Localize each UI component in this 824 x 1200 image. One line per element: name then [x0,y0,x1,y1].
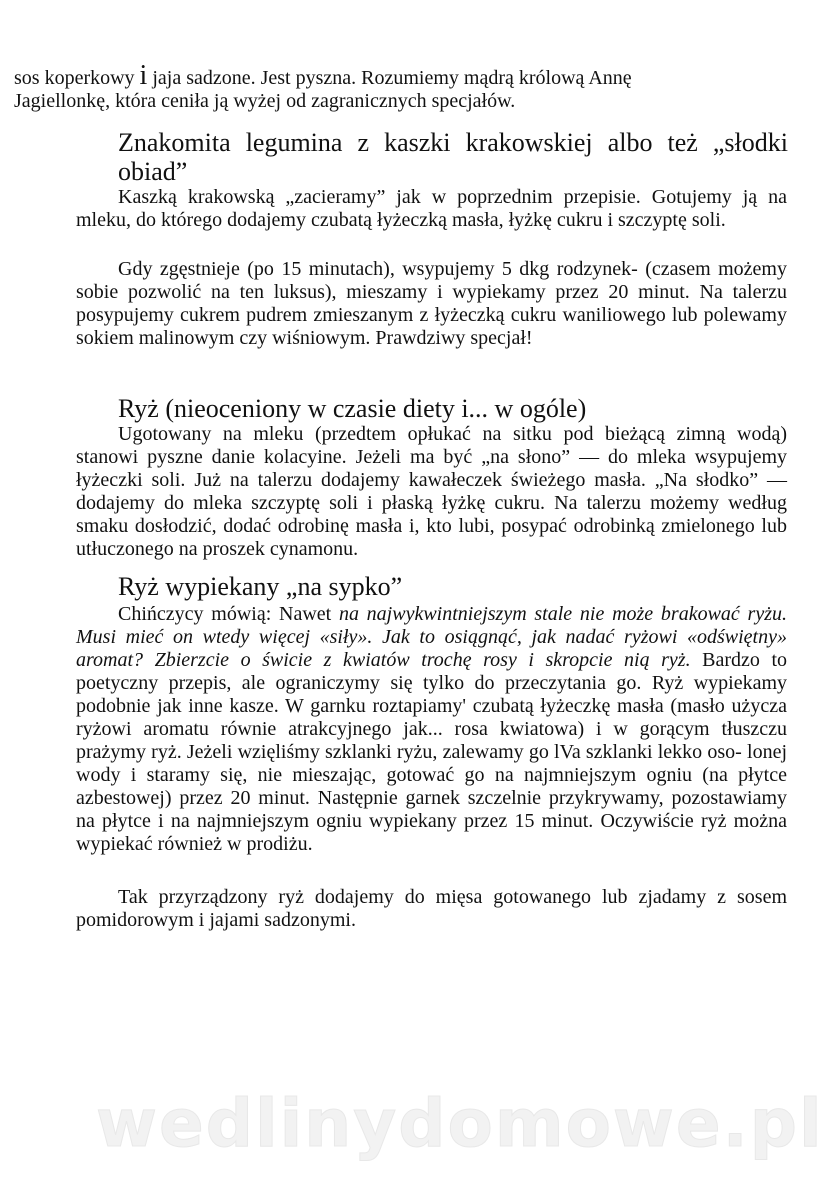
section-heading-ryz: Ryż (nieoceniony w czasie diety i... w ogóle) [118,394,587,423]
intro-text-b: i [139,60,148,91]
intro-text-a: sos koperkowy [14,67,140,89]
section-heading-ryz-wypiekany: Ryż wypiekany „na sypko” [118,572,403,601]
chinese-quote: na najwykwintniejszym stale nie może brakować ryżu. Musi mieć on wtedy więcej «siły». Jak to osiągnąć, jak nadać ryżowi «odświętny» aromat? Zbierzcie o świcie z kwiatów trochę rosy i skropcie nią ryż. [76,603,787,671]
paragraph-legumina-1: Kaszką krakowską „zacieramy” jak w poprzednim przepisie. Gotujemy ją na mleku, do którego dodajemy czubatą łyżeczką masła, łyżkę cukru i szczyptę soli. [76,186,787,231]
text-start: Chińczycy mówią: Nawet [118,603,339,625]
paragraph-ryz-1: Ugotowany na mleku (przedtem opłukać na sitku pod bieżącą zimną wodą) stanowi pyszne danie kolacyine. Jeżeli ma być „na słono” — do mleka wsypujemy łyżeczki soli. Już na talerzu dodajemy kawałeczek świeżego masła. „Na słodko” — dodajemy do mleka szczyptę soli i płaską łyżkę cukru. Na talerzu możemy według smaku dosłodzić, dodać odrobinę masła i, kto lubi, posypać odrobinką zmielonego lub utłuczonego na proszek cynamonu. [76,423,787,560]
paragraph-ryz-wypiekany-2: Tak przyrządzony ryż dodajemy do mięsa gotowanego lub zjadamy z sosem pomidorowym i jajami sadzonymi. [76,886,787,931]
paragraph-legumina-2: Gdy zgęstnieje (po 15 minutach), wsypujemy 5 dkg rodzynek- (czasem możemy sobie pozwolić na ten luksus), mieszamy i wypiekamy przez 20 minut. Na talerzu posypujemy cukrem pudrem zmieszanym z łyżeczką cukru waniliowego lub polewamy sokiem malinowym czy wiśniowym. Prawdziwy specjał! [76,258,787,349]
paragraph-ryz-wypiekany-1 [76,603,787,856]
intro-text-c: jaja sadzone. Jest pyszna. Rozumiemy mądrą królową Annę Jagiellonkę, która ceniła ją wyżej od zagranicznych specjałów. [14,67,632,112]
intro-paragraph [14,60,787,113]
section-heading-legumina: Znakomita legumina z kaszki krakowskiej albo też „słodki obiad” [118,128,788,186]
text-end: Bardzo to poetyczny przepis, ale ograniczymy się tylko do przeczytania go. Ryż wypiekamy podobnie jak inne kasze. W garnku roztapiamy' czubatą łyżeczkę masła (masło użycza ryżowi aromatu równie atrakcyjnego jak... rosa kwiatowa) i w gorącym tłuszczu prażymy ryż. Jeżeli wzięliśmy szklanki ryżu, zalewamy go lVa szklanki lekko oso- lonej wody i staramy się, nie mieszając, gotować go na najmniejszym ogniu (na płytce azbestowej) przez 20 minut. Następnie garnek szczelnie przykrywamy, pozostawiamy na płytce i na najmniejszym ogniu wypiekany przez 15 minut. Oczywiście ryż można wypiekać również w prodiżu. [76,649,788,855]
watermark: wedlinydomowe.pl [96,1085,824,1162]
